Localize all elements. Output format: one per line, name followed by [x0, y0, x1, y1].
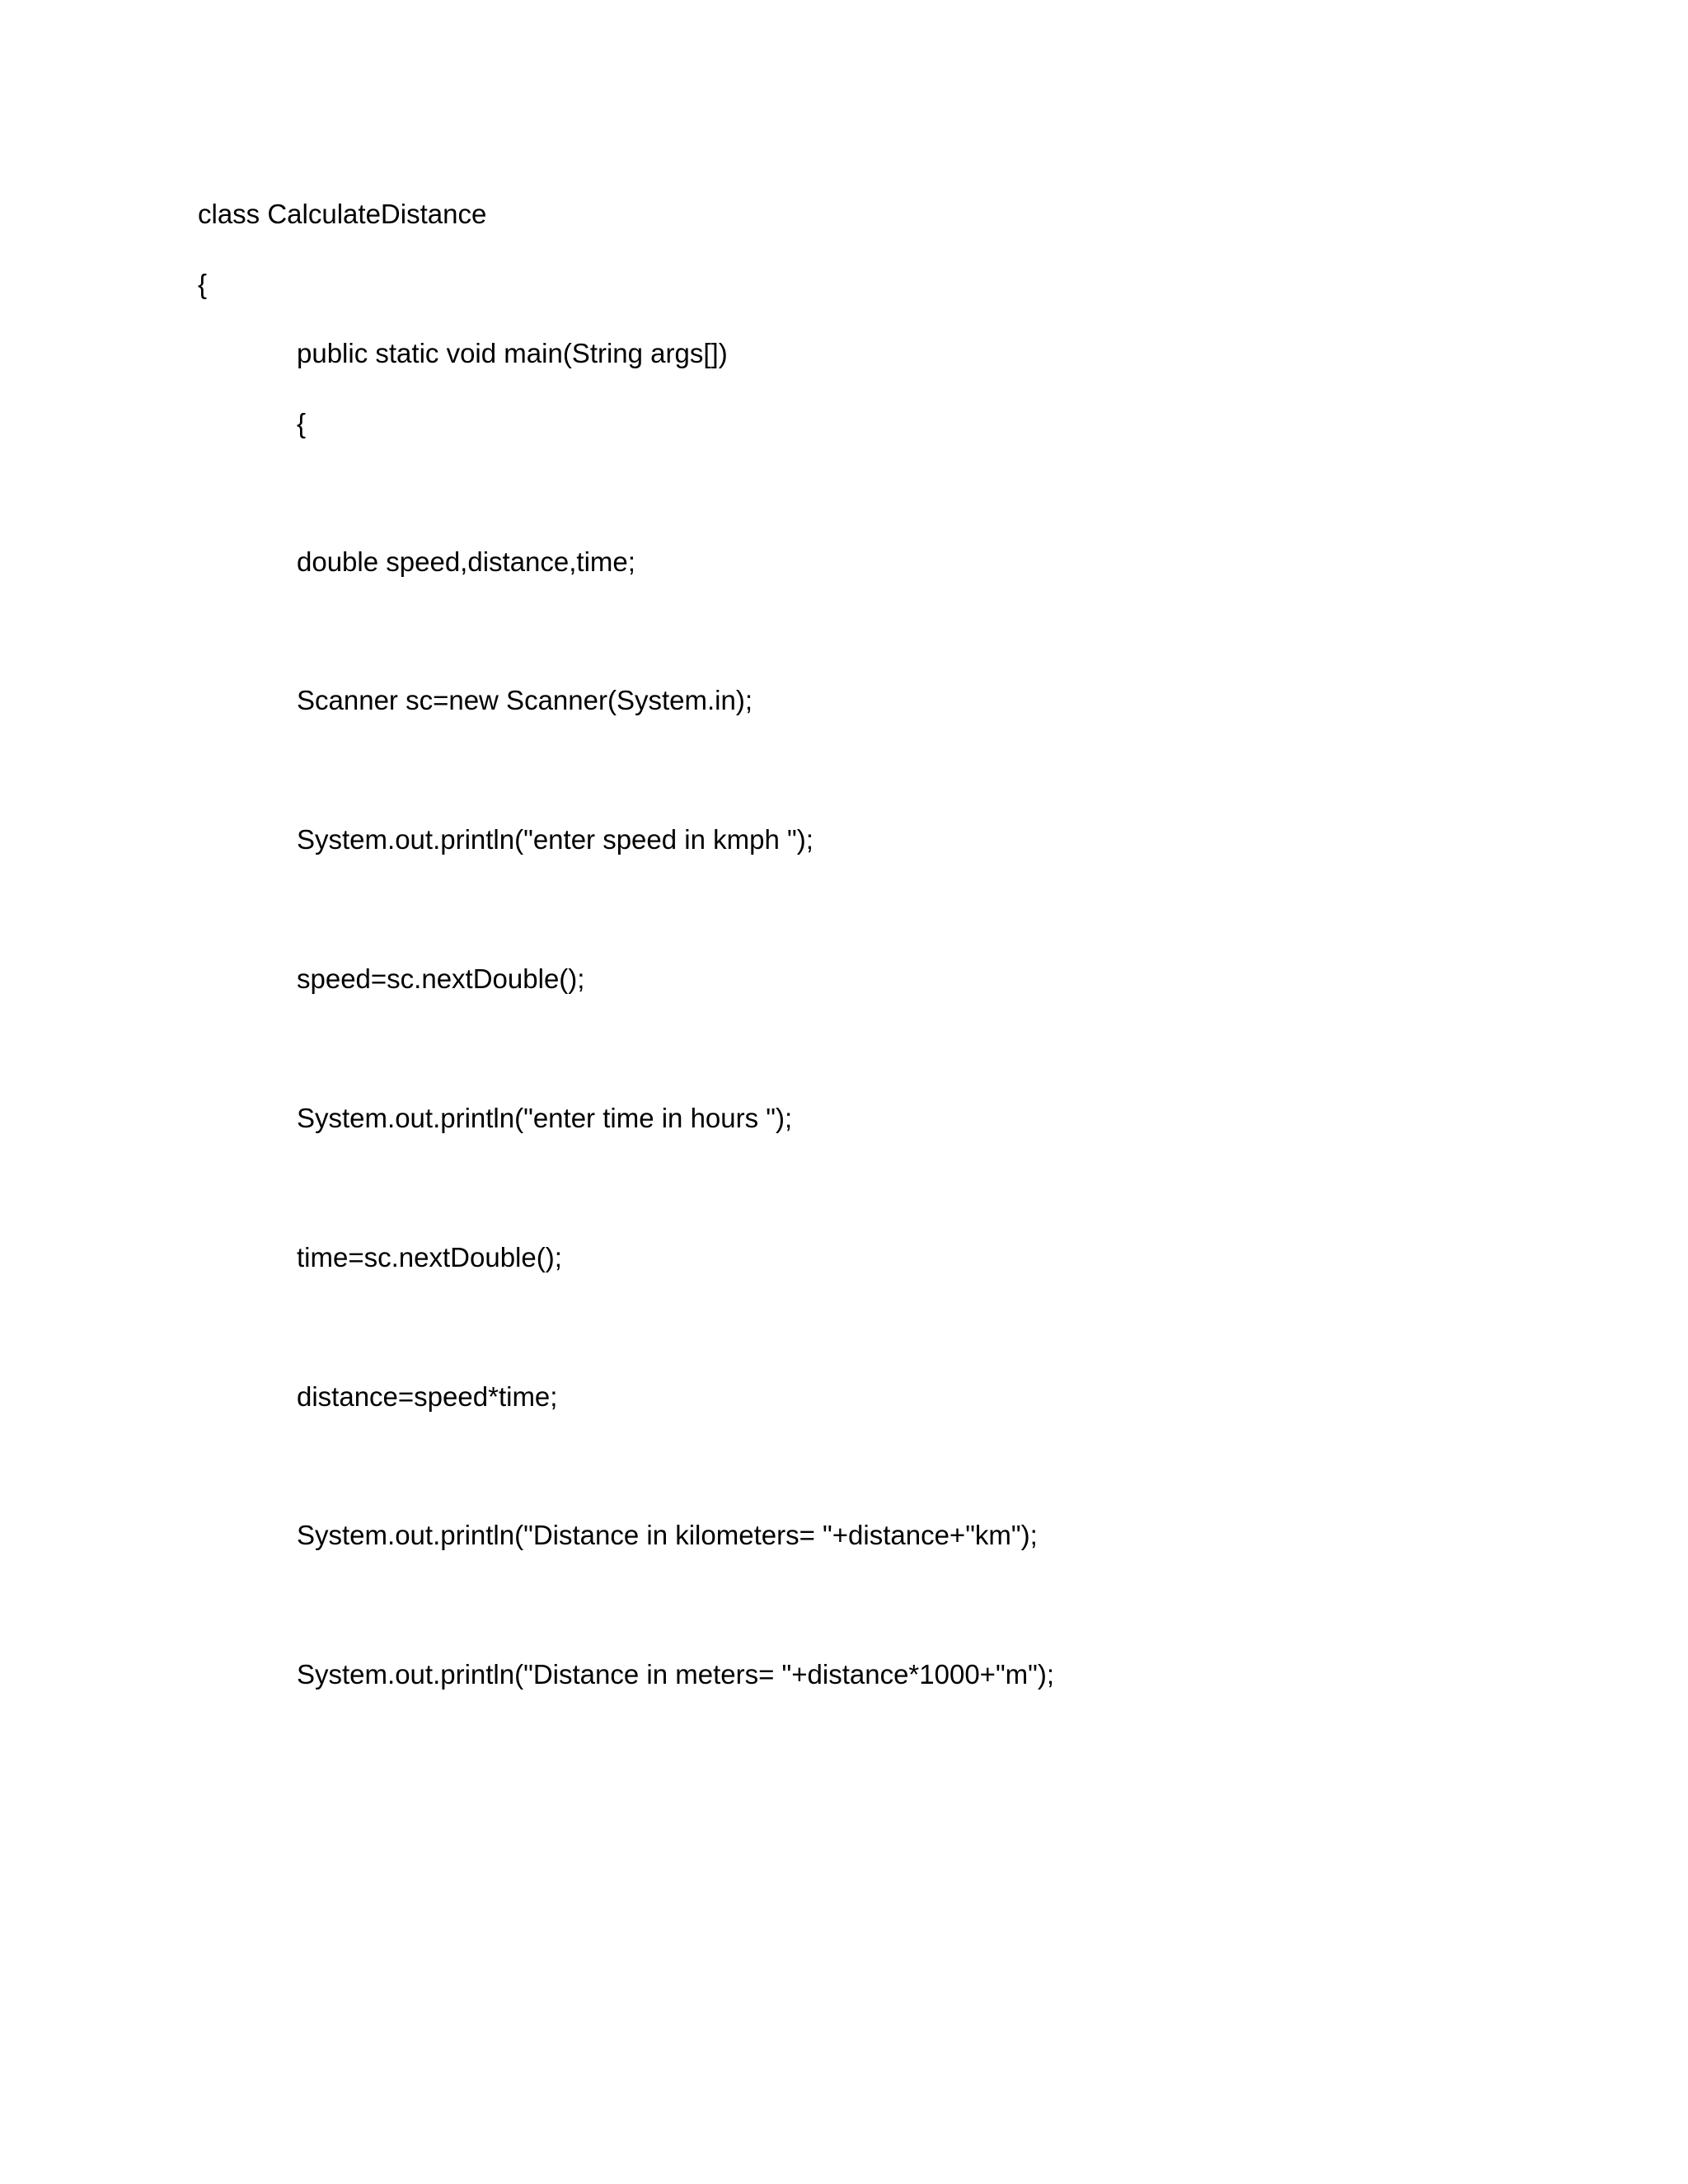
code-line-compute-distance: distance=speed*time; — [297, 1381, 558, 1412]
code-line-prompt-speed: System.out.println("enter speed in kmph "); — [297, 824, 814, 855]
code-line-class-declaration: class CalculateDistance — [198, 199, 487, 229]
code-line-prompt-time: System.out.println("enter time in hours "); — [297, 1103, 793, 1133]
code-line-read-time: time=sc.nextDouble(); — [297, 1242, 562, 1272]
code-line-main-signature: public static void main(String args[]) — [297, 338, 728, 368]
code-line-variable-declaration: double speed,distance,time; — [297, 546, 635, 577]
code-line-class-open-brace: { — [198, 269, 208, 299]
code-line-main-open-brace: { — [297, 408, 307, 438]
code-line-read-speed: speed=sc.nextDouble(); — [297, 963, 585, 994]
code-line-scanner-init: Scanner sc=new Scanner(System.in); — [297, 685, 753, 715]
code-line-print-meters: System.out.println("Distance in meters= "+distance*1000+"m"); — [297, 1659, 1055, 1690]
code-line-print-kilometers: System.out.println("Distance in kilometers= "+distance+"km"); — [297, 1520, 1038, 1550]
